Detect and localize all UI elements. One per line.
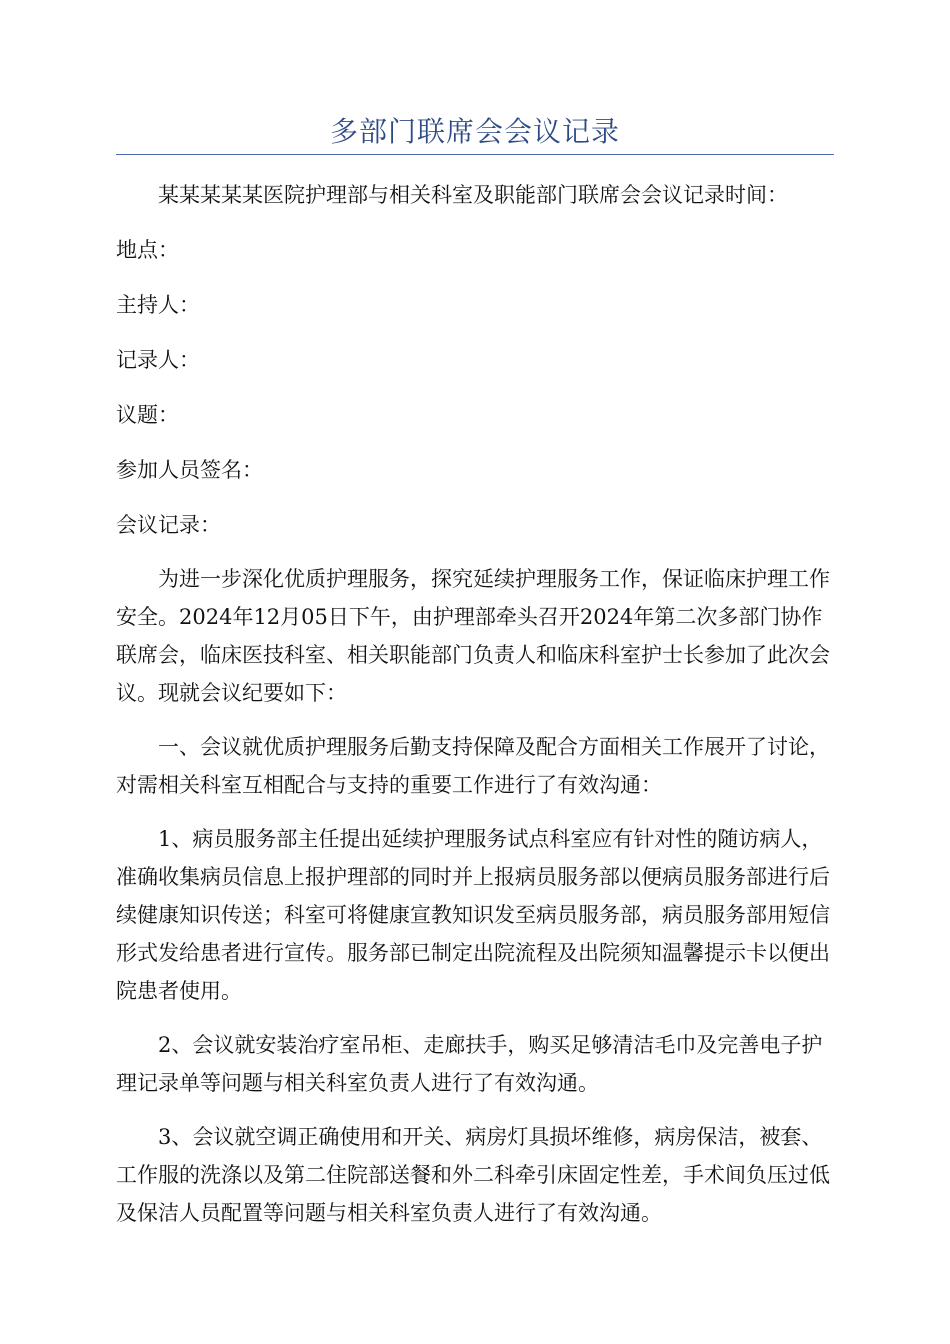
location-line: 地点： <box>116 238 179 262</box>
paragraph-item-3: 3、会议就空调正确使用和开关、病房灯具损坏维修，病房保洁，被套、工作服的洗涤以及第二住院部送餐和外二科牵引床固定性差，手术间负压过低及保洁人员配置等问题与相关科室负责人进行了有效沟通。 <box>116 1125 830 1225</box>
recorder-line: 记录人： <box>116 348 200 372</box>
document-title: 多部门联席会会议记录 <box>329 115 620 148</box>
topic-line: 议题： <box>116 403 179 427</box>
paragraph-purpose: 为进一步深化优质护理服务，探究延续护理服务工作，保证临床护理工作安全。2024年12月05日下午，由护理部牵头召开2024年第二次多部门协作联席会，临床医技科室、相关职能部门负责人和临床科室护士长参加了此次会议。现就会议纪要如下： <box>116 567 830 705</box>
title-underline <box>116 154 834 155</box>
paragraph-section-one: 一、会议就优质护理服务后勤支持保障及配合方面相关工作展开了讨论，对需相关科室互相配合与支持的重要工作进行了有效沟通： <box>116 735 830 797</box>
paragraph-item-1: 1、病员服务部主任提出延续护理服务试点科室应有针对性的随访病人，准确收集病员信息上报护理部的同时并上报病员服务部以便病员服务部进行后续健康知识传送；科室可将健康宣教知识发至病员服务部，病员服务部用短信形式发给患者进行宣传。服务部已制定出院流程及出院须知温馨提示卡以便出院患者使用。 <box>116 827 830 1003</box>
intro-line: 某某某某某医院护理部与相关科室及职能部门联席会会议记录时间： <box>158 183 788 207</box>
paragraph-item-2: 2、会议就安装治疗室吊柜、走廊扶手，购买足够清洁毛巾及完善电子护理记录单等问题与相关科室负责人进行了有效沟通。 <box>116 1033 823 1095</box>
document-body <box>116 176 834 1232</box>
host-line: 主持人： <box>116 293 200 317</box>
minutes-line: 会议记录： <box>116 513 221 537</box>
attendees-line: 参加人员签名： <box>116 458 263 482</box>
